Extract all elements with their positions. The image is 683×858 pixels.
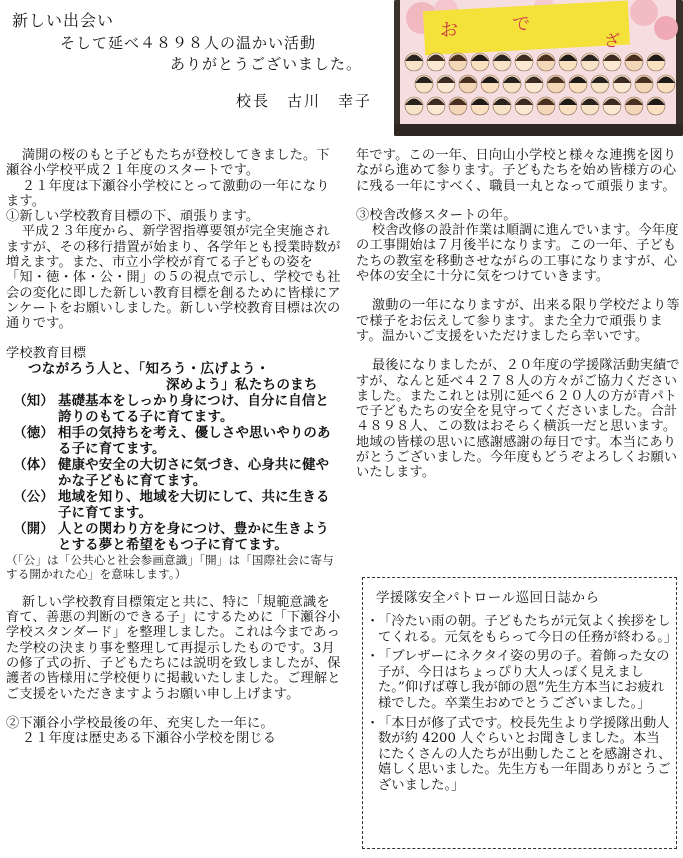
section-1-heading: ①新しい学校教育目標の下、頑張ります。 — [6, 209, 260, 225]
patrol-log-entry — [366, 649, 672, 711]
goal-text: 人との関わり方を身につけ、豊かに生きようとする夢と希望をもつ子に育てます。 — [58, 520, 330, 553]
section-3-heading: ③校舎改修スタートの年。 — [356, 207, 517, 223]
goal-key: （徳） — [13, 424, 54, 441]
goal-key: （公） — [13, 488, 54, 505]
patrol-log-text: 「本日が修了式です。校長先生より学援隊出動人数が約 4200 人ぐらいとお聞きしました。本当にたくさんの人たちが出動したことを感謝され、嬉しく思いました。先生方も一年間ありがとうございました。」 — [378, 715, 672, 793]
right-column — [356, 148, 682, 481]
patrol-log-entry — [366, 614, 678, 645]
left-column — [6, 148, 342, 747]
author-line — [236, 90, 372, 111]
section-3-body: 校舎改修の設計作業は順調に進んでいます。今年度の工事開始は７月後半になります。この一年、子どもたちの教室を移動させながらの工事になりますが、心や体の安全に十分に気をつけていきます。 — [356, 223, 679, 285]
goal-text: 健康や安全の大切さに気づき、心身共に健やかな子どもに育てます。 — [58, 456, 330, 489]
goal-item — [6, 457, 342, 489]
section-2-body: ２１年度は歴史ある下瀬谷小学校を閉じる — [21, 731, 277, 747]
standard-paragraph: 新しい学校教育目標策定と共に、特に「規範意識を育て、善悪の判断のできる子」にするために「下瀬谷小学校スタンダード」を整理しました。これは今まであった学校の決まり事を整理して再提示したものです。3月の修了式の折、子どもたちには説明を致しましたが、保護者の皆様用に学校便りに掲載いたしました。ご理解とご支援をいただきますようお願い申し上げます。 — [6, 594, 341, 702]
motto-line-1: つながろう人と、「知ろう・広げよう・ — [28, 360, 270, 377]
banner-char-3: ざ — [604, 31, 621, 50]
goal-text: 地域を知り、地域を大切にして、共に生きる子に育てます。 — [58, 488, 330, 521]
bullet-dot-icon: ・ — [366, 649, 380, 665]
children-drawings-photo — [394, 0, 683, 136]
goal-key: （知） — [13, 392, 54, 409]
subtitle-line-2: ありがとうございました。 — [170, 55, 363, 73]
goal-item — [6, 425, 342, 457]
goal-item — [6, 521, 342, 553]
section-2-continued: 年です。この一年、日向山小学校と様々な連携を図りながら進めて参ります。子どもたちを始め皆様方の心に残る一年にすべく、職員一丸となって頑張ります。 — [356, 148, 677, 194]
motto-line-2: 深めよう」私たちのまち — [166, 376, 318, 393]
bullet-dot-icon: ・ — [366, 614, 380, 629]
patrol-log-title: 学援隊安全パトロール巡回日誌から — [376, 590, 600, 606]
patrol-log-text: 「ブレザーにネクタイ姿の男の子。着飾った女の子が、今日はちょっぴり大人っぽく見えました。”仰げば尊し我が師の恩”先生方本当にお疲れ様でした。卒業生おめでとうございました。」 — [378, 649, 670, 711]
section-2-heading: ②下瀬谷小学校最後の年、充実した一年に。 — [6, 715, 274, 731]
goal-key: （体） — [13, 456, 54, 473]
goal-text: 基礎基本をしっかり身につけ、自分に自信と誇りのもてる子に育てます。 — [58, 392, 330, 425]
goal-item — [6, 489, 342, 521]
intro-paragraph: 満開の桜のもと子どもたちが登校してきました。下瀬谷小学校平成２１年度のスタートです。 — [6, 148, 330, 179]
section-1-body: 平成２３年度から、新学習指導要領が完全実施されますが、その移行措置が始まり、各学年とも授業時数が増えます。また、市立小学校が育てる子どもの姿を「知・徳・体・公・開」の５の視点で示し、学校でも社会の変化に即した新しい教育目標を創るために皆様にアンケートをお願いしました。新しい学校教育目標は次の通りです。 — [6, 224, 341, 332]
support-paragraph: 激動の一年になりますが、出来る限り学校だより等で様子をお伝えして参ります。また全力で頑張ります。温かいご支援をいただけましたら幸いです。 — [356, 298, 680, 344]
goal-key: （開） — [13, 520, 54, 537]
banner-char-2: で — [512, 14, 530, 35]
page-title: 新しい出会い — [12, 11, 115, 30]
goal-item — [6, 393, 342, 425]
subtitle-line-1: そして延べ４８９８人の温かい活動 — [60, 34, 317, 52]
author-role: 校長 — [236, 92, 271, 110]
goals-note: （「公」は「公共心と社会参画意識」「開」は「国際社会に寄与する開かれた心」を意味します。） — [6, 552, 334, 581]
intro-paragraph-2: ２１年度は下瀬谷小学校にとって激動の一年になります。 — [6, 178, 330, 209]
goal-text: 相手の気持ちを考え、優しさや思いやりのある子に育てます。 — [58, 424, 331, 457]
banner-char-1: お — [440, 20, 458, 41]
photo-illustration — [394, 0, 683, 136]
patrol-log-entries — [366, 614, 678, 798]
goals-label: 学校教育目標 — [6, 345, 87, 361]
bullet-dot-icon: ・ — [366, 715, 380, 731]
author-name: 古川 幸子 — [287, 92, 373, 110]
patrol-log-text: 「冷たい雨の朝。子どもたちが元気よく挨拶をしてくれる。元気をもらって今日の任務が終わる。」 — [378, 614, 678, 645]
patrol-log-entry — [366, 716, 672, 794]
volunteer-paragraph: 最後になりましたが、２０年度の学援隊活動実績ですが、なんと延べ４２７８人の方々がご協力くださいました。またこれとは別に延べ６２０人の方が青パトで子どもたちの安全を見守ってくださいました。合計４８９８人、この数はおそらく横浜一だと思います。地域の皆様の思いに感謝感謝の毎日です。本当にありがとうございました。今年度もどうぞよろしくお願いいたします。 — [356, 358, 680, 481]
